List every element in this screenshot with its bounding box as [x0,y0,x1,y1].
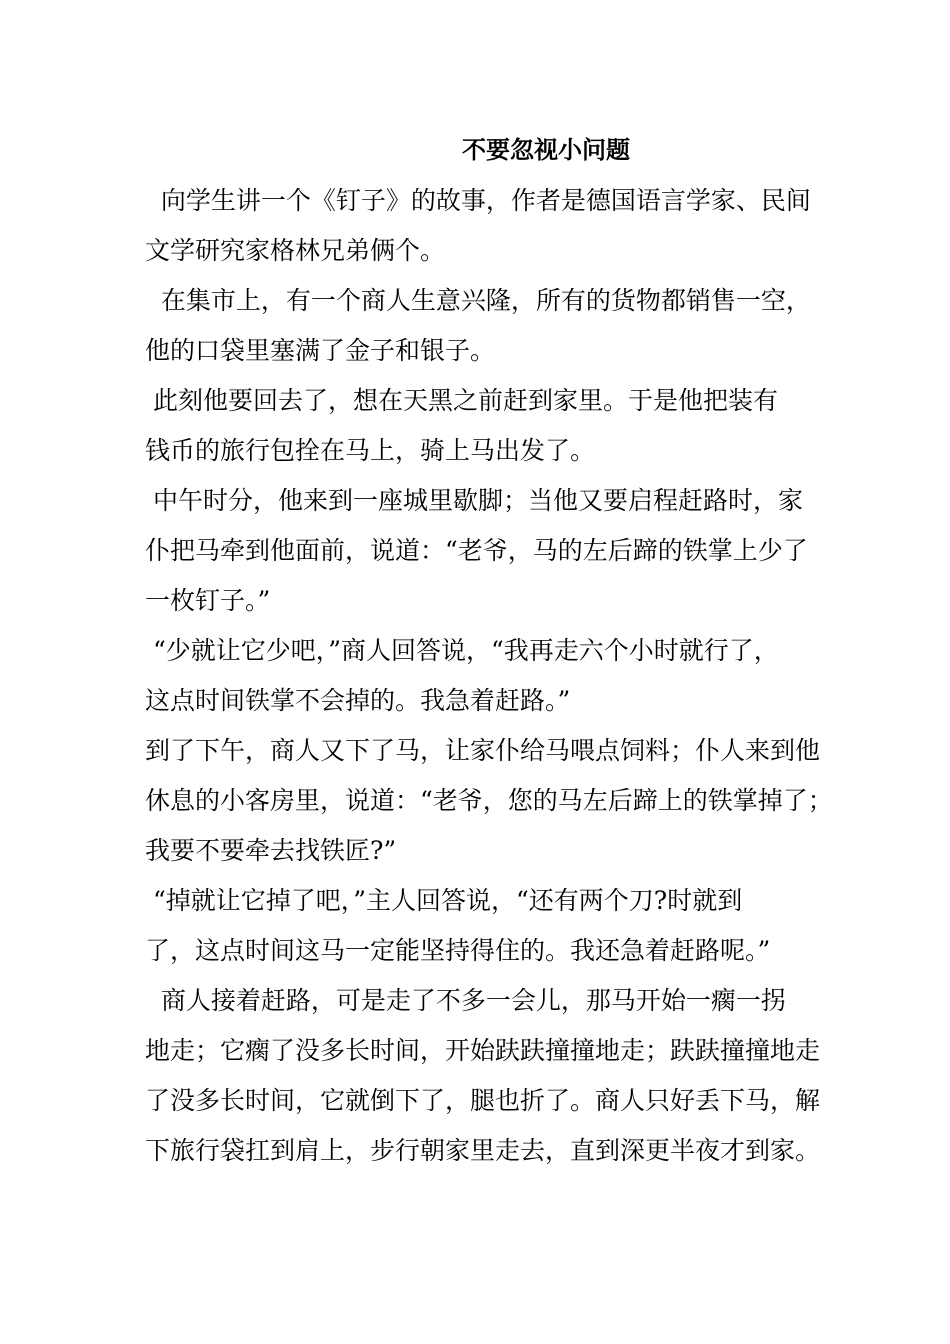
text-line: 向学生讲一个《钉子》的故事，作者是德国语言学家、民间 [145,186,811,215]
text-line: “少就让它少吧，”商人回答说，“我再走六个小时就行了， [145,636,779,665]
text-line: 下旅行袋扛到肩上，步行朝家里走去，直到深更半夜才到家。 [145,1136,821,1165]
text-line: 一枚钉子。” [145,586,271,615]
text-line: 我要不要牵去找铁匠?” [145,836,397,865]
text-line: 在集市上，有一个商人生意兴隆，所有的货物都销售一空， [145,286,811,315]
document-body [145,176,833,1176]
text-line: 到了下午，商人又下了马，让家仆给马喂点饲料；仆人来到他 [145,736,821,765]
text-line: 地走；它瘸了没多长时间，开始趺趺撞撞地走；趺趺撞撞地走 [145,1036,821,1065]
text-line: 仆把马牵到他面前，说道：“老爷，马的左后蹄的铁掌上少了 [145,536,808,565]
paragraph [145,476,810,626]
paragraph [145,726,833,876]
text-line: 了，这点时间这马一定能坚持得住的。我还急着赶路呢。” [145,936,771,965]
text-line: 休息的小客房里，说道：“老爷，您的马左后蹄上的铁掌掉了； [145,786,833,815]
paragraph [145,176,810,276]
text-line: 中午时分，他来到一座城里歇脚；当他又要启程赶路时，家 [145,486,803,515]
text-line: 商人接着赶路，可是走了不多一会儿，那马开始一瘸一拐 [145,986,786,1015]
document-title: 不要忽视小问题 [462,135,630,164]
paragraph [145,626,810,726]
paragraph [145,976,821,1176]
text-line: “掉就让它掉了吧，”主人回答说，“还有两个刀?时就到 [145,886,743,915]
text-line: 此刻他要回去了，想在天黑之前赶到家里。于是他把装有 [145,386,778,415]
paragraph [145,876,810,976]
text-line: 他的口袋里塞满了金子和银子。 [145,336,496,365]
paragraph [145,376,810,476]
text-line: 文学研究家格林兄弟俩个。 [145,236,446,265]
text-line: 钱币的旅行包拴在马上，骑上马出发了。 [145,436,596,465]
text-line: 了没多长时间，它就倒下了，腿也折了。商人只好丢下马，解 [145,1086,821,1115]
paragraph [145,276,810,376]
text-line: 这点时间铁掌不会掉的。我急着赶路。” [145,686,571,715]
